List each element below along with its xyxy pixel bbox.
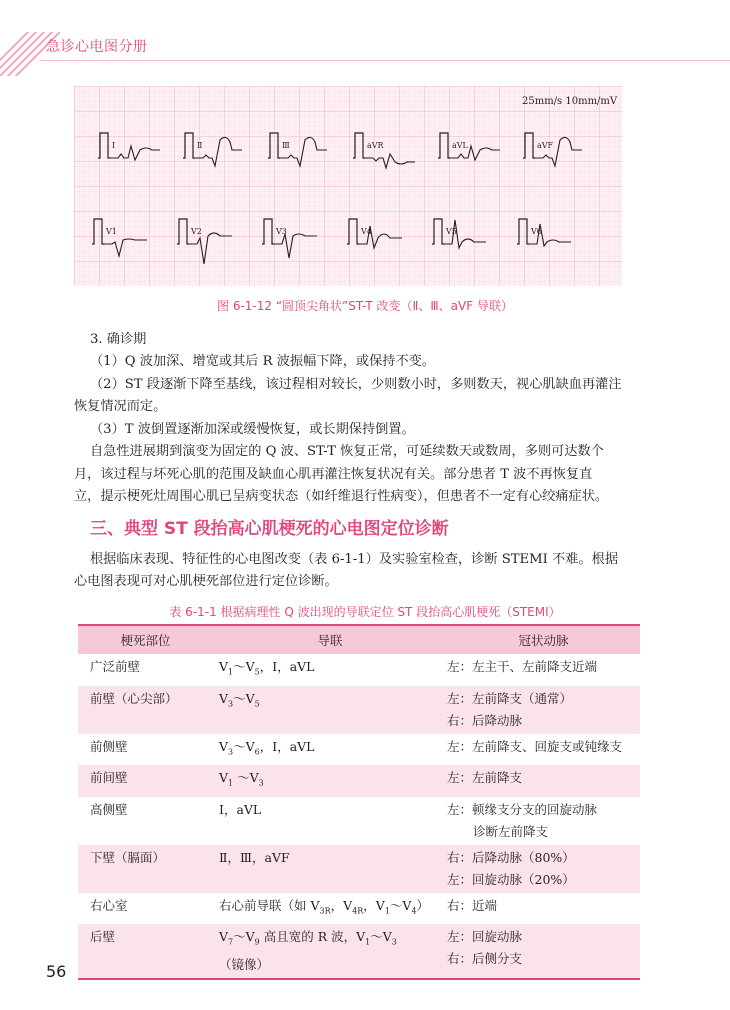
table-row	[78, 924, 640, 978]
cell-leads: $V_1\sim V_5$，Ⅰ，aVL	[219, 659, 315, 677]
artery-line: 左：左前降支	[447, 770, 523, 785]
artery-line: 右：后侧分支	[447, 951, 523, 966]
cell-leads: Ⅰ，aVL	[219, 801, 262, 817]
lead-label: V6	[531, 227, 542, 236]
page-number: 56	[46, 962, 67, 981]
artery-line: 左：回旋动脉	[447, 929, 523, 944]
header-rule	[40, 60, 730, 61]
artery-line: 右：后降动脉	[447, 712, 523, 728]
table-row	[78, 765, 640, 797]
artery-line: 左：左主干、左前降支近端	[447, 659, 598, 674]
stemi-localization-table	[78, 624, 640, 980]
paragraph-item-2-line1: （2）ST 段逐渐下降至基线，该过程相对较长，少则数小时，多则数天，视心肌缺血再灌注	[90, 377, 622, 392]
cell-artery	[441, 688, 640, 732]
artery-line: 右：近端	[447, 897, 498, 913]
lead-label: V3	[276, 227, 287, 236]
cell-site: 前壁（心尖部）	[90, 690, 178, 706]
cell-site: 前间壁	[90, 770, 128, 785]
lead-label: V1	[106, 227, 117, 236]
table-body	[78, 654, 640, 978]
cell-leads: $V_3\sim V_5$	[219, 690, 260, 708]
table-row	[78, 845, 640, 893]
table-row	[78, 686, 640, 734]
cell-artery	[441, 736, 640, 764]
cell-leads: $V_1$ $\sim V_3$	[219, 770, 264, 788]
cell-artery	[441, 799, 640, 843]
lead-label: Ⅲ	[282, 141, 290, 150]
paragraph-evolution-line2: 月，该过程与坏死心肌的范围及缺血心肌再灌注恢复状况有关。部分患者 T 波不再恢复直	[74, 467, 593, 482]
figure-caption: 图 6-1-12 “圆顶尖角状”ST-T 改变（Ⅱ、Ⅲ、aVF 导联）	[217, 299, 513, 313]
cell-leads: Ⅱ，Ⅲ，aVF	[219, 849, 290, 865]
cell-artery	[441, 656, 640, 684]
ecg-speed-label: 25mm/s 10mm/mV	[522, 96, 618, 107]
paragraph-item-3: （3）T 波倒置逐渐加深或缓慢恢复，或长期保持倒置。	[90, 422, 415, 437]
cell-leads: 右心前导联（如 $V_{3R}$，$V_{4R}$，$V_1\sim V_4$）	[219, 897, 430, 915]
lead-label: aVF	[537, 141, 554, 150]
artery-line: 右：后降动脉（80%）	[447, 849, 575, 865]
cell-artery	[441, 767, 640, 795]
paragraph-diagnosis-line1: 根据临床表现、特征性的心电图改变（表 6-1-1）及实验室检查，诊断 STEMI 不难。根据	[90, 552, 619, 567]
cell-artery	[441, 847, 640, 891]
paragraph-evolution-line1: 自急性进展期到演变为固定的 Q 波、ST-T 恢复正常，可延续数天或数周，多则可达数个	[90, 444, 604, 459]
paragraph-stage-title: 3. 确诊期	[90, 332, 147, 347]
ecg-figure	[74, 86, 622, 286]
table-row	[78, 797, 640, 845]
artery-line: 左：左前降支、回旋支或钝缘支	[447, 738, 623, 754]
cell-site: 高侧壁	[90, 801, 128, 817]
lead-label: V4	[361, 227, 372, 236]
header-site: 梗死部位	[120, 633, 171, 648]
cell-site: 广泛前壁	[90, 659, 141, 674]
cell-site: 右心室	[90, 897, 128, 913]
table-row	[78, 893, 640, 925]
paragraph-item-2-line2: 恢复情况而定。	[74, 399, 167, 414]
table-header-row	[78, 626, 640, 654]
cell-site: 前侧壁	[90, 738, 128, 754]
running-header-title: 急诊心电图分册	[46, 39, 148, 55]
lead-label: Ⅰ	[112, 141, 116, 150]
lead-label: aVL	[452, 141, 468, 150]
header-artery: 冠状动脉	[518, 633, 569, 648]
cell-leads: $V_7\sim V_9$ 高且宽的 R 波，$V_1\sim V_3$（镜像）	[219, 929, 397, 972]
table-row	[78, 654, 640, 686]
paragraph-diagnosis-line2: 心电图表现可对心肌梗死部位进行定位诊断。	[74, 574, 338, 589]
cell-site: 下壁（膈面）	[90, 849, 166, 865]
cell-site: 后壁	[90, 929, 116, 944]
artery-line: 左：左前降支（通常）	[447, 690, 573, 706]
lead-label: aVR	[367, 141, 384, 150]
cell-artery	[441, 895, 640, 923]
table-row	[78, 734, 640, 766]
section-heading: 三、典型 ST 段抬高心肌梗死的心电图定位诊断	[90, 519, 449, 539]
lead-label: Ⅱ	[197, 141, 203, 150]
lead-label: V5	[446, 227, 457, 236]
artery-line: 左：顿缘支分支的回旋动脉	[447, 801, 598, 817]
table-caption: 表 6-1-1 根据病理性 Q 波出现的导联定位 ST 段抬高心肌梗死（STEMI）	[169, 605, 561, 619]
cell-leads: $V_3\sim V_6$，Ⅰ，aVL	[219, 738, 315, 756]
paragraph-item-1: （1）Q 波加深、增宽或其后 R 波振幅下降，或保持不变。	[90, 354, 436, 369]
artery-line: 左：回旋动脉（20%）	[447, 871, 575, 887]
artery-line: 诊断左前降支	[473, 823, 549, 839]
cell-artery	[441, 926, 640, 976]
lead-label: V2	[191, 227, 202, 236]
header-leads: 导联	[317, 633, 343, 648]
paragraph-evolution-line3: 立，提示梗死灶周围心肌已呈病变状态（如纤维退行性病变），但患者不一定有心绞痛症状。	[74, 489, 609, 504]
